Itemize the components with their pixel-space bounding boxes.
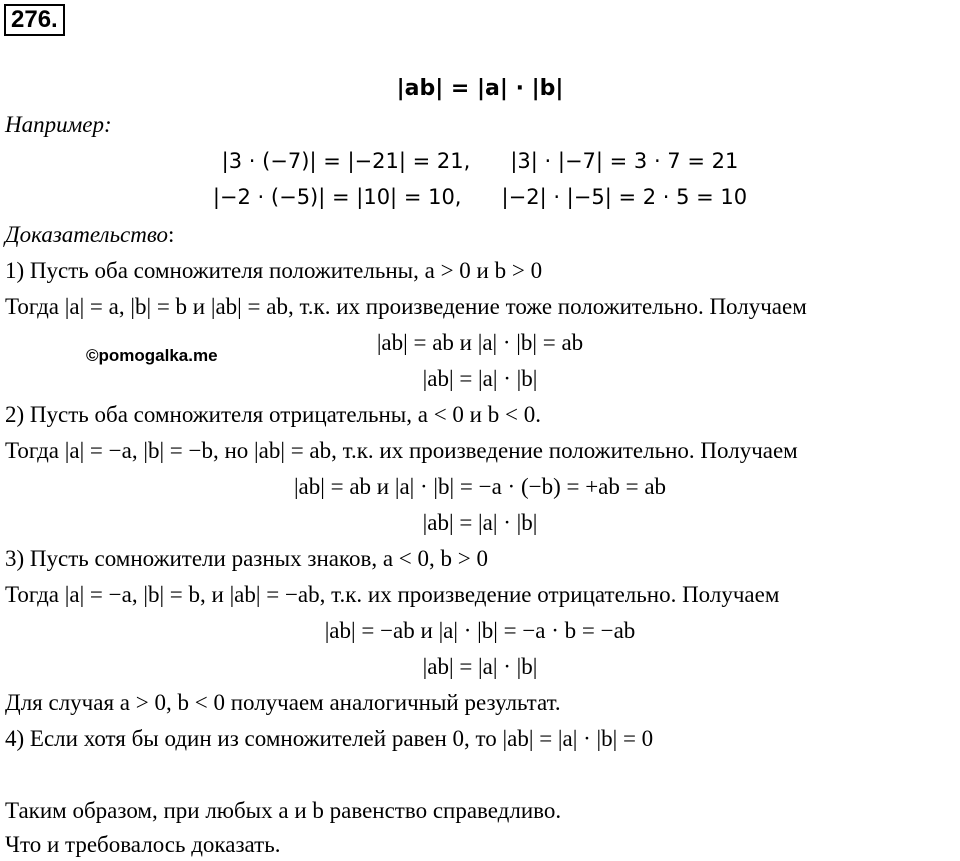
case1-statement: 1) Пусть оба сомножителя положительны, a > 0 и b > 0 — [5, 258, 543, 283]
problem-number: 276. — [4, 4, 65, 36]
case1-reasoning: Тогда |a| = a, |b| = b и |ab| = ab, т.к. их произведение тоже положительно. Получаем — [5, 294, 807, 319]
example-label: Например: — [5, 112, 112, 137]
watermark: ©pomogalka.me — [86, 346, 218, 365]
conclusion-2: Что и требовалось доказать. — [5, 832, 281, 857]
proof-heading — [5, 220, 174, 250]
case2-equation-2: |ab| = |a| · |b| — [422, 510, 538, 535]
conclusion-1: Таким образом, при любых a и b равенство справедливо. — [5, 798, 562, 823]
case3-equation-2: |ab| = |a| · |b| — [422, 654, 538, 679]
case3-reasoning: Тогда |a| = −a, |b| = b, и |ab| = −ab, т.к. их произведение отрицательно. Получаем — [5, 582, 780, 607]
case2-equation-1: |ab| = ab и |a| · |b| = −a · (−b) = +ab = ab — [293, 474, 667, 499]
main-formula: |ab| = |a| · |b| — [396, 76, 564, 101]
case3-other-sign: Для случая a > 0, b < 0 получаем аналогичный результат. — [5, 690, 561, 715]
proof-label: Доказательство — [5, 222, 169, 247]
example-line-2: |−2 · (−5)| = |10| = 10, |−2| · |−5| = 2 · 5 = 10 — [212, 185, 748, 209]
case1-equation-2: |ab| = |a| · |b| — [422, 366, 538, 391]
proof-colon: : — [168, 222, 175, 247]
case2-statement: 2) Пусть оба сомножителя отрицательны, a < 0 и b < 0. — [5, 402, 541, 427]
case2-reasoning: Тогда |a| = −a, |b| = −b, но |ab| = ab, т.к. их произведение положительно. Получаем — [5, 438, 798, 463]
example-line-1: |3 · (−7)| = |−21| = 21, |3| · |−7| = 3 · 7 = 21 — [221, 149, 739, 173]
case3-statement: 3) Пусть сомножители разных знаков, a < 0, b > 0 — [5, 546, 488, 571]
case3-equation-1: |ab| = −ab и |a| · |b| = −a · b = −ab — [324, 618, 636, 643]
case4-statement: 4) Если хотя бы один из сомножителей равен 0, то |ab| = |a| · |b| = 0 — [5, 726, 654, 751]
case1-equation-1: |ab| = ab и |a| · |b| = ab — [376, 330, 584, 355]
